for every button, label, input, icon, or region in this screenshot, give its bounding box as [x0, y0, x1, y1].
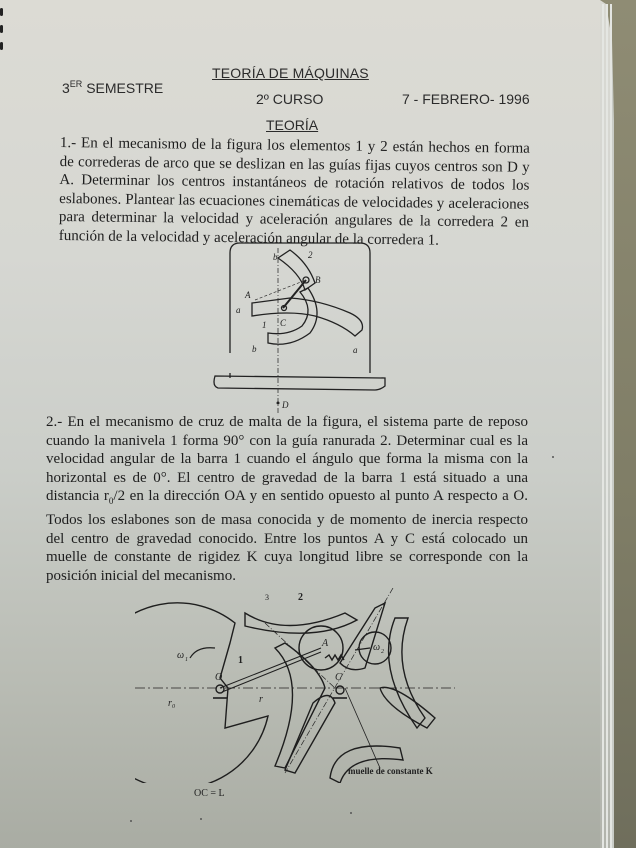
speck [350, 812, 352, 814]
svg-text:0: 0 [172, 704, 175, 710]
problem-number: 2.- [46, 414, 63, 430]
problem-statement-part2: /2 en la dirección OA y en sentido opuesto al punto A respecto a O. Todos los eslabones son de masa conocida y de momento de inercia respecto del centro de gravedad conocido. Entre los puntos A y C está colocado un muelle de constante de rigidez K cuya longitud libre se corresponde con la posición inicial del mecanismo. [46, 488, 528, 584]
svg-text:C: C [280, 318, 287, 328]
subject-title: TEORÍA DE MÁQUINAS [212, 65, 369, 81]
problem-1-text [59, 134, 530, 251]
binding-hole [0, 25, 3, 33]
svg-text:r: r [259, 694, 263, 705]
section-title: TEORÍA [266, 117, 319, 133]
semester-number: 3 [62, 80, 70, 96]
svg-text:D: D [282, 400, 289, 410]
svg-text:1: 1 [185, 657, 188, 663]
svg-text:B: B [315, 275, 321, 285]
svg-text:2: 2 [308, 250, 313, 260]
page-edge [606, 4, 608, 848]
problem-statement: En el mecanismo de la figura los elementos 1 y 2 están hechos en forma de correderas de arco que se deslizan en las guías fijas cuyos centros son D y A. Determinar los centros instantáneos de rotación relativos de todos los eslabones. Plantear las ecuaciones cinemáticas de velocidades y aceleraciones para determinar la velocidad y aceleración angulares de la corredera 2 en función de la velocidad y aceleración angular de la corredera 1. [58, 135, 530, 249]
svg-text:ω: ω [177, 650, 185, 661]
label-b-top: b [273, 252, 278, 262]
semester-label [62, 79, 163, 96]
svg-text:3: 3 [265, 593, 269, 602]
svg-text:a: a [236, 305, 241, 315]
semester-text: SEMESTRE [86, 80, 164, 96]
svg-text:A: A [245, 290, 251, 300]
speck [552, 456, 554, 458]
binding-hole [0, 8, 3, 16]
exam-date: 7 - FEBRERO- 1996 [402, 91, 530, 107]
subscript: 0 [108, 496, 114, 507]
svg-text:ω: ω [373, 642, 381, 653]
svg-text:1: 1 [262, 320, 267, 330]
svg-text:C: C [335, 672, 342, 683]
svg-text:2: 2 [298, 592, 303, 603]
problem-2-text [46, 413, 528, 585]
figure-geneva-mechanism [135, 588, 455, 783]
oc-note: OC = L [194, 788, 225, 799]
svg-text:1: 1 [238, 655, 243, 666]
problem-statement-part1: En el mecanismo de cruz de malta de la figura, el sistema parte de reposo cuando la manivela 1 forma 90° con la guía ranurada 2. Determinar cual es la velocidad angular de la barra 1 cuando el ángulo que forma la misma con la horizontal es de 0°. El centro de gravedad de la barra 1 está situado a una distancia r [46, 414, 528, 505]
binding-hole [0, 42, 3, 50]
speck [130, 820, 132, 822]
speck [200, 818, 202, 820]
course-label: 2º CURSO [256, 91, 324, 107]
problem-number: 1.- [59, 134, 77, 152]
svg-text:O: O [215, 672, 223, 683]
page-edge [610, 4, 612, 848]
figure-arc-sliders [200, 238, 400, 413]
semester-suffix: ER [69, 79, 83, 89]
svg-text:r: r [168, 698, 172, 709]
page-edge [602, 4, 604, 848]
svg-text:2: 2 [381, 649, 384, 655]
svg-text:b: b [252, 344, 257, 354]
svg-text:A: A [322, 638, 329, 649]
svg-text:a: a [353, 345, 358, 355]
spring-label: muelle de constante K [348, 766, 433, 776]
